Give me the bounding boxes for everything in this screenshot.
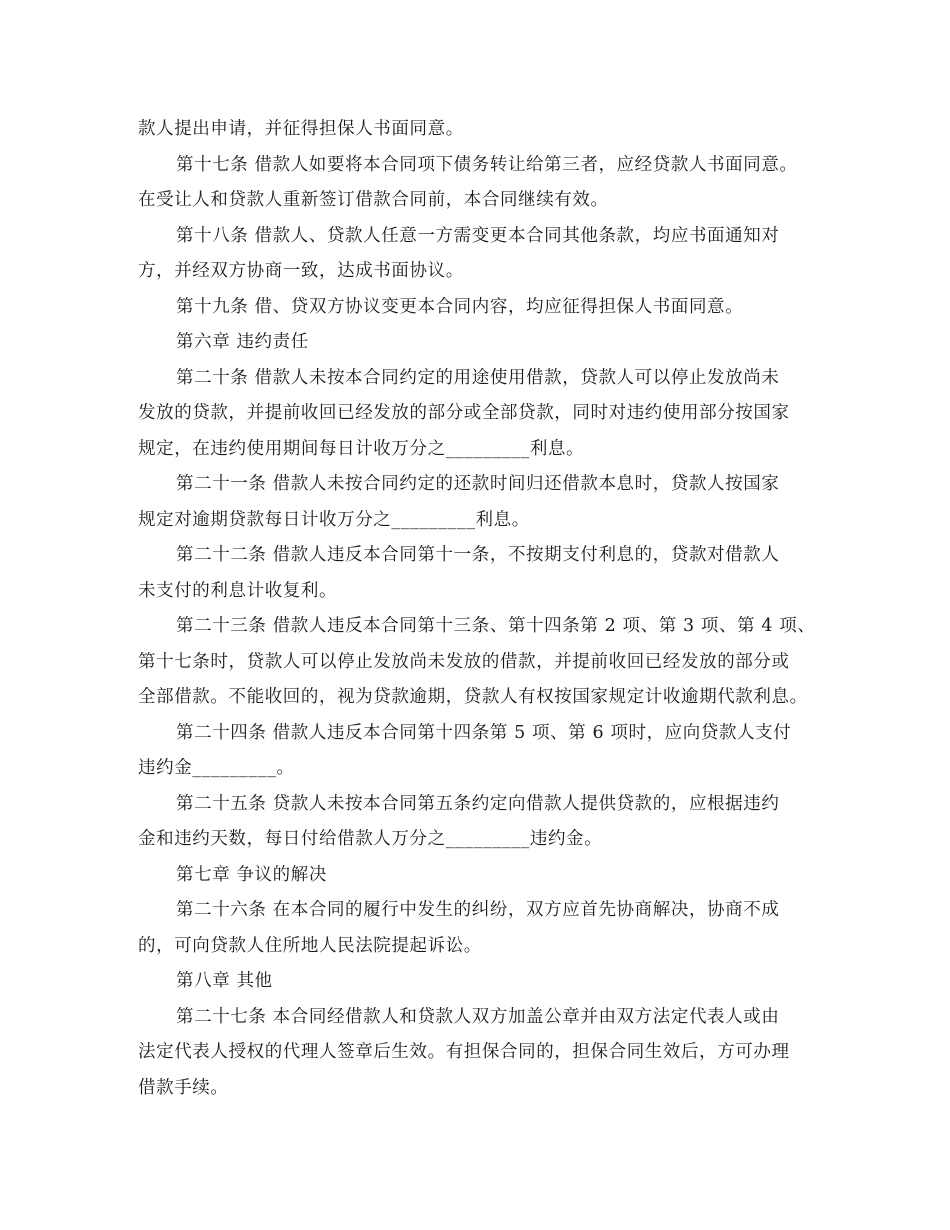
text-line: 规定，在违约使用期间每日计收万分之_________利息。 [138, 438, 585, 459]
text-line: 第二十一条 借款人未按合同约定的还款时间归还借款本息时，贷款人按国家 [176, 474, 780, 494]
text-line: 在受让人和贷款人重新签订借款合同前，本合同继续有效。 [138, 190, 609, 210]
text-line: 方，并经双方协商一致，达成书面协议。 [138, 261, 464, 281]
text-line: 第二十条 借款人未按本合同约定的用途使用借款，贷款人可以停止发放尚未 [176, 367, 780, 388]
text-line: 第二十二条 借款人违反本合同第十一条，不按期支付利息的，贷款对借款人 [176, 545, 780, 565]
chapter-heading: 第七章 争议的解决 [176, 864, 327, 885]
document-page [138, 112, 818, 1106]
text-line: 全部借款。不能收回的，视为贷款逾期，贷款人有权按国家规定计收逾期代款利息。 [138, 687, 808, 707]
text-line: 款人提出申请，并征得担保人书面同意。 [138, 119, 464, 139]
text-line: 第十九条 借、贷双方协议变更本合同内容，均应征得担保人书面同意。 [176, 296, 744, 317]
text-line: 金和违约天数，每日付给借款人万分之_________违约金。 [138, 829, 603, 849]
text-line: 第十八条 借款人、贷款人任意一方需变更本合同其他条款，均应书面通知对 [176, 225, 780, 246]
text-line: 第二十六条 在本合同的履行中发生的纠纷，双方应首先协商解决，协商不成 [176, 900, 780, 920]
text-line: 借款手续。 [138, 1077, 229, 1098]
text-line: 第十七条时，贷款人可以停止发放尚未发放的借款，并提前收回已经发放的部分或 [138, 651, 790, 672]
text-line: 第二十五条 贷款人未按本合同第五条约定向借款人提供贷款的，应根据违约 [176, 793, 780, 814]
text-line: 未支付的利息计收复利。 [138, 580, 338, 601]
text-line: 第二十三条 借款人违反本合同第十三条、第十四条第 2 项、第 3 项、第 4 项、 [176, 616, 816, 636]
text-line: 的，可向贷款人住所地人民法院提起诉讼。 [138, 935, 482, 956]
chapter-heading: 第八章 其他 [176, 971, 273, 991]
text-line: 法定代表人授权的代理人签章后生效。有担保合同的，担保合同生效后，方可办理 [138, 1042, 790, 1062]
text-line: 发放的贷款，并提前收回已经发放的部分或全部贷款，同时对违约使用部分按国家 [138, 403, 790, 423]
text-line: 第二十四条 借款人违反本合同第十四条第 5 项、第 6 项时，应向贷款人支付 [176, 722, 792, 743]
chapter-heading: 第六章 违约责任 [176, 332, 309, 352]
text-line: 规定对逾期贷款每日计收万分之_________利息。 [138, 509, 530, 530]
text-line: 第二十七条 本合同经借款人和贷款人双方加盖公章并由双方法定代表人或由 [176, 1006, 780, 1027]
text-line: 违约金_________。 [138, 758, 295, 778]
text-line: 第十七条 借款人如要将本合同项下债务转让给第三者，应经贷款人书面同意。 [176, 154, 798, 175]
